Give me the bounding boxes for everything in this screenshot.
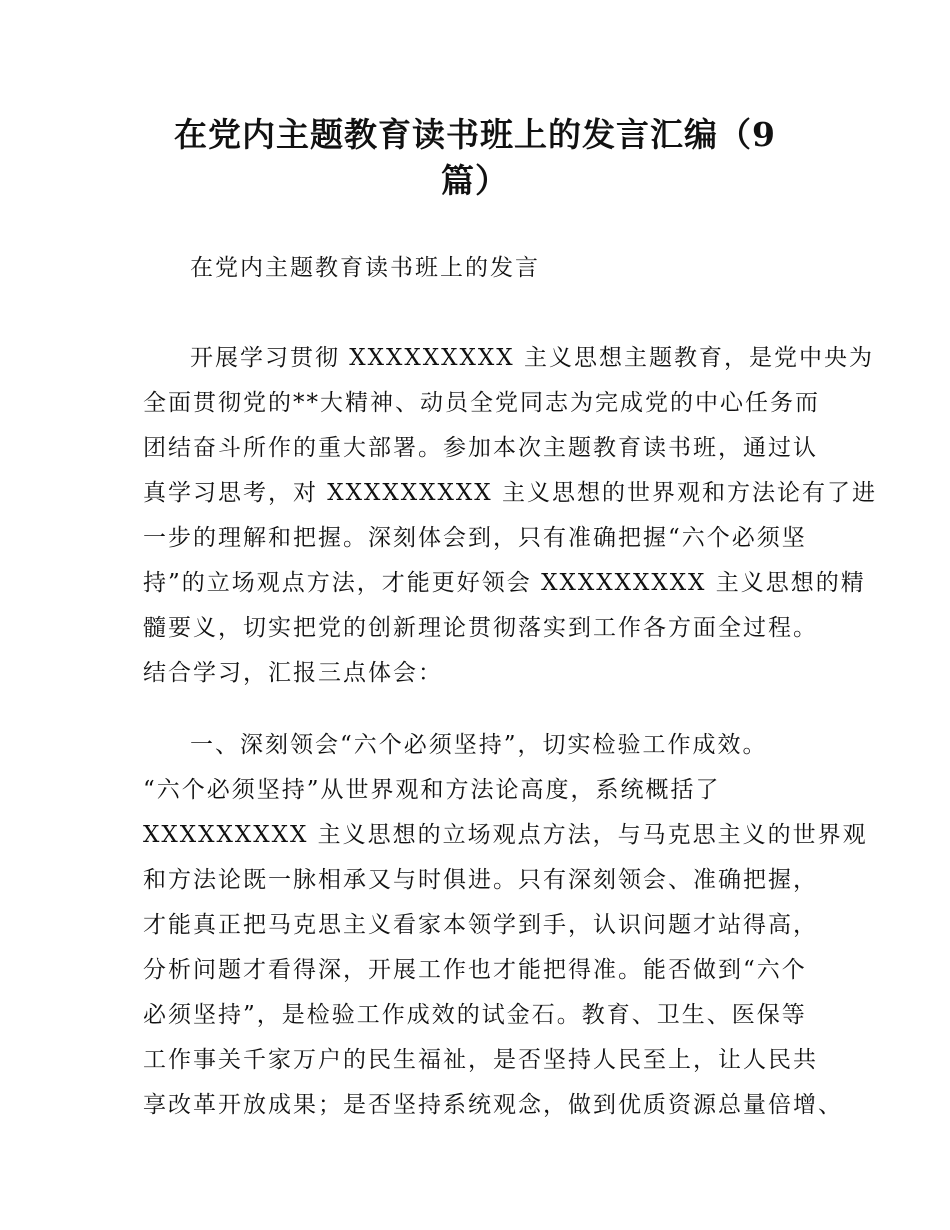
text-line: 全面贯彻党的**大精神、动员全党同志为完成党的中心任务而 [143,390,820,416]
title-line: 在党内主题教育读书班上的发言汇编（9 [174,115,776,154]
text-line: 工作事关千家万户的民生福祉，是否坚持人民至上，让人民共 [143,1047,818,1073]
paragraph-intro [143,336,877,696]
title-line: 篇） [441,161,509,200]
text-line: “六个必须坚持”从世界观和方法论高度，系统概括了 [143,777,721,803]
text-line: 享改革开放成果；是否坚持系统观念，做到优质资源总量倍增、 [143,1092,843,1118]
text-line: 持”的立场观点方法，才能更好领会 XXXXXXXXX 主义思想的精 [143,570,866,596]
text-line: 必须坚持”，是检验工作成效的试金石。教育、卫生、医保等 [143,1002,807,1028]
text-line: 才能真正把马克思主义看家本领学到手，认识问题才站得高， [143,912,818,938]
text-line: XXXXXXXXX 主义思想的立场观点方法，与马克思主义的世界观 [143,822,868,848]
text-line: 结合学习，汇报三点体会： [143,660,443,686]
text-line: 团结奋斗所作的重大部署。参加本次主题教育读书班，通过认 [143,435,818,461]
text-line: 一步的理解和把握。深刻体会到，只有准确把握“六个必须坚 [143,525,807,551]
text-line: 一、深刻领会“六个必须坚持”，切实检验工作成效。 [190,732,768,758]
paragraph-point-one [143,723,868,1128]
document-title [140,112,810,204]
section-subtitle: 在党内主题教育读书班上的发言 [190,255,540,281]
text-line: 和方法论既一脉相承又与时俱进。只有深刻领会、准确把握， [143,867,818,893]
text-line: 分析问题才看得深，开展工作也才能把得准。能否做到“六个 [143,957,807,983]
text-line: 髓要义，切实把党的创新理论贯彻落实到工作各方面全过程。 [143,615,818,641]
text-line: 开展学习贯彻 XXXXXXXXX 主义思想主题教育，是党中央为 [190,345,874,371]
text-line: 真学习思考，对 XXXXXXXXX 主义思想的世界观和方法论有了进 [143,480,877,506]
